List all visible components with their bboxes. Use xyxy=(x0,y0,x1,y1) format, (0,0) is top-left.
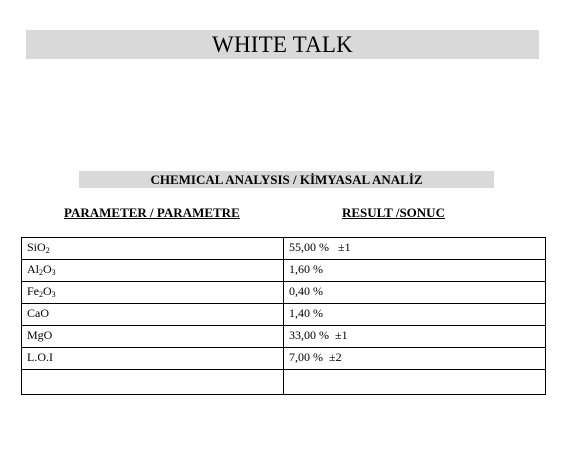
result-cell: 7,00 % ±2 xyxy=(284,348,546,370)
parameter-column-header: PARAMETER / PARAMETRE xyxy=(64,205,240,220)
section-title: CHEMICAL ANALYSIS / KİMYASAL ANALİZ xyxy=(150,172,423,187)
parameter-cell xyxy=(22,348,284,370)
table-row xyxy=(22,326,546,348)
table-row xyxy=(22,238,546,260)
result-column-header: RESULT /SONUC xyxy=(342,205,445,220)
parameter-cell xyxy=(22,370,284,395)
formula-text: Fe xyxy=(27,284,39,298)
table-row xyxy=(22,370,546,395)
result-cell: 33,00 % ±1 xyxy=(284,326,546,348)
result-cell: 1,60 % xyxy=(284,260,546,282)
table-row xyxy=(22,260,546,282)
formula-subscript: 2 xyxy=(39,268,43,277)
formula-text: O xyxy=(43,284,52,298)
parameter-cell xyxy=(22,282,284,304)
result-cell: 0,40 % xyxy=(284,282,546,304)
result-cell xyxy=(284,370,546,395)
result-cell: 1,40 % xyxy=(284,304,546,326)
formula-text: O xyxy=(43,262,52,276)
parameter-cell xyxy=(22,304,284,326)
formula-subscript: 2 xyxy=(45,246,50,255)
formula-text: Al xyxy=(27,262,39,276)
formula-text: CaO xyxy=(27,306,49,320)
formula-text: SiO xyxy=(27,240,46,254)
table-row xyxy=(22,304,546,326)
table-row xyxy=(22,348,546,370)
parameter-cell xyxy=(22,260,284,282)
formula-text: MgO xyxy=(27,328,53,342)
table-row xyxy=(22,282,546,304)
analysis-table xyxy=(21,237,546,395)
formula-text: L.O.I xyxy=(27,350,53,364)
parameter-cell xyxy=(22,238,284,260)
document-title: WHITE TALK xyxy=(212,32,353,57)
formula-subscript: 3 xyxy=(51,268,56,277)
title-bar xyxy=(26,30,539,59)
formula-subscript: 3 xyxy=(51,290,56,299)
result-cell: 55,00 % ±1 xyxy=(284,238,546,260)
section-title-bar xyxy=(79,171,494,188)
parameter-cell xyxy=(22,326,284,348)
formula-subscript: 2 xyxy=(39,290,43,299)
